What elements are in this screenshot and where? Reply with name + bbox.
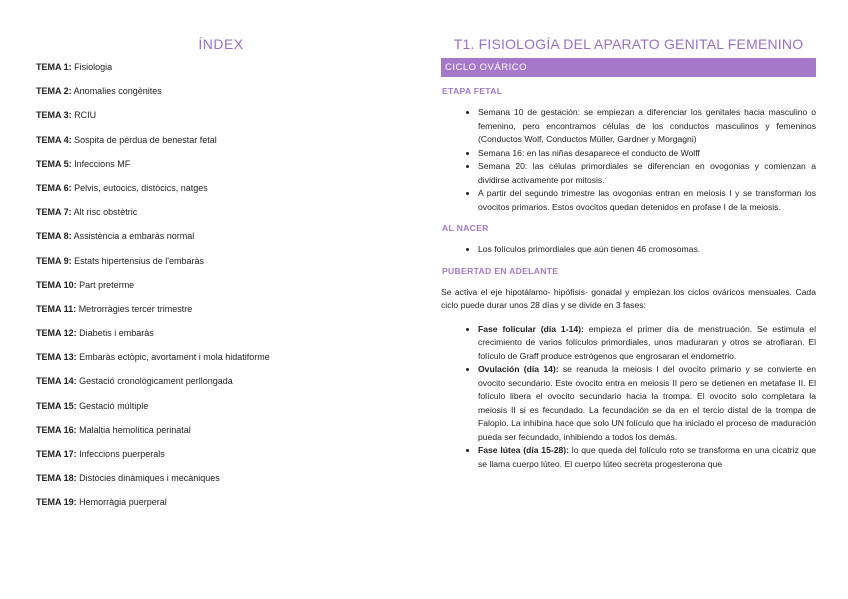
index-item: TEMA 16: Malaltia hemolítica perinatal [36, 424, 191, 435]
etapa-fetal-list [441, 106, 816, 214]
index-item: TEMA 19: Hemorràgia puerperal [36, 497, 167, 508]
index-item: TEMA 14: Gestació cronològicament perllongada [36, 376, 233, 387]
chapter-title: T1. FISIOLOGÍA DEL APARATO GENITAL FEMENINO [453, 36, 804, 52]
index-item: TEMA 6: Pelvis, eutocics, distòcics, natges [36, 182, 208, 193]
list-item: • Fase folicular (día 1-14): empieza el primer día de menstruación. Se estimula el crecimiento de varios folículos primordiales, unos maduraran y otros se atrofiaran. El folículo de Graff produce estrógenos que engrosaran el endometrio. [478, 323, 816, 364]
index-item: TEMA 9: Estats hipertensius de l'embaràs [36, 255, 204, 266]
pubertad-intro: Se activa el eje hipotálamo- hipófisis- gonadal y empiezan los ciclos ováricos mensuales. Cada ciclo puede durar unos 28 días y se divide en 3 fases: [441, 286, 816, 310]
index-item: TEMA 15: Gestació múltiple [36, 400, 149, 411]
index-item: TEMA 10: Part preterme [36, 279, 135, 290]
index-item: TEMA 18: Distòcies dinàmiques i mecàniques [36, 473, 220, 484]
subheading-pubertad: PUBERTAD EN ADELANTE [442, 265, 559, 276]
list-item: • Semana 10 de gestación: se empiezan a diferenciar los genitales hacia masculino o femenino, pero encontramos células de los conductos masculinos y femeninos (Conductos Wolf, Conductos Müller, Gardner y Morgagni) [478, 106, 816, 147]
index-item: TEMA 7: Alt risc obstètric [36, 207, 138, 218]
index-item: TEMA 13: Embaràs ectòpic, avortament i mola hidatiforme [36, 352, 270, 363]
list-item: • Semana 20: las células primordiales se diferencian en ovogonias y comienzan a dividirse activamente por mitosis. [478, 160, 816, 187]
al-nacer-list [441, 243, 816, 257]
index-item: TEMA 1: Fisiologia [36, 62, 113, 72]
list-item: • Semana 16: en las niñas desaparece el conducto de Wolff [478, 147, 816, 161]
index-item: TEMA 4: Sospita de pèrdua de benestar fetal [36, 134, 217, 145]
index-item: TEMA 17: Infeccions puerperals [36, 449, 165, 459]
index-item: TEMA 11: Metrorràgies tercer trimestre [36, 303, 193, 314]
index-item: TEMA 8: Assistència a embaràs normal [36, 231, 195, 242]
list-item: • Fase lútea (día 15-28): lo que queda del folículo roto se transforma en una cicatriz que se llama cuerpo lúteo. El cuerpo lúteo secreta progesterona que [478, 444, 816, 471]
subheading-al-nacer: AL NACER [442, 223, 489, 233]
subheading-etapa-fetal: ETAPA FETAL [442, 86, 503, 96]
list-item: • Ovulación (día 14): se reanuda la meiosis I del ovocito primario y se convierte en ovocito secundario. Este ovocito entra en meiosis II pero se detienen en metafase II. El folículo libera el ovocito secundario hacia la trompa. El ovocito solo completara la meiosis II si es fecundado. La fecundación se da en el tercio distal de la trompa de Falopio. La inhibina hace que solo UN folículo que ha iniciado el proceso de maduración pueda ser fecundado, inhibiendo a todos los demás. [478, 363, 816, 444]
index-item: TEMA 12: Diabetis i embaràs [36, 328, 154, 339]
section-header: CICLO OVÁRICO [441, 58, 816, 77]
index-title: ÍNDEX [198, 36, 244, 52]
index-item: TEMA 5: Infeccions MF [36, 158, 131, 169]
index-list [36, 62, 406, 508]
index-item: TEMA 2: Anomalies congènites [36, 86, 162, 97]
index-item: TEMA 3: RCIU [36, 110, 97, 121]
index-column [36, 36, 406, 522]
list-item: • Los folículos primordiales que aún tienen 46 cromosomas. [478, 243, 816, 257]
list-item: • A partir del segundo trimestre las ovogonias entran en meiosis I y se transforman los ovocitos primarios. Estos ovocitos quedan detenidos en profase I de la meiosis. [478, 187, 816, 214]
content-column [441, 36, 816, 480]
phases-list [441, 323, 816, 472]
